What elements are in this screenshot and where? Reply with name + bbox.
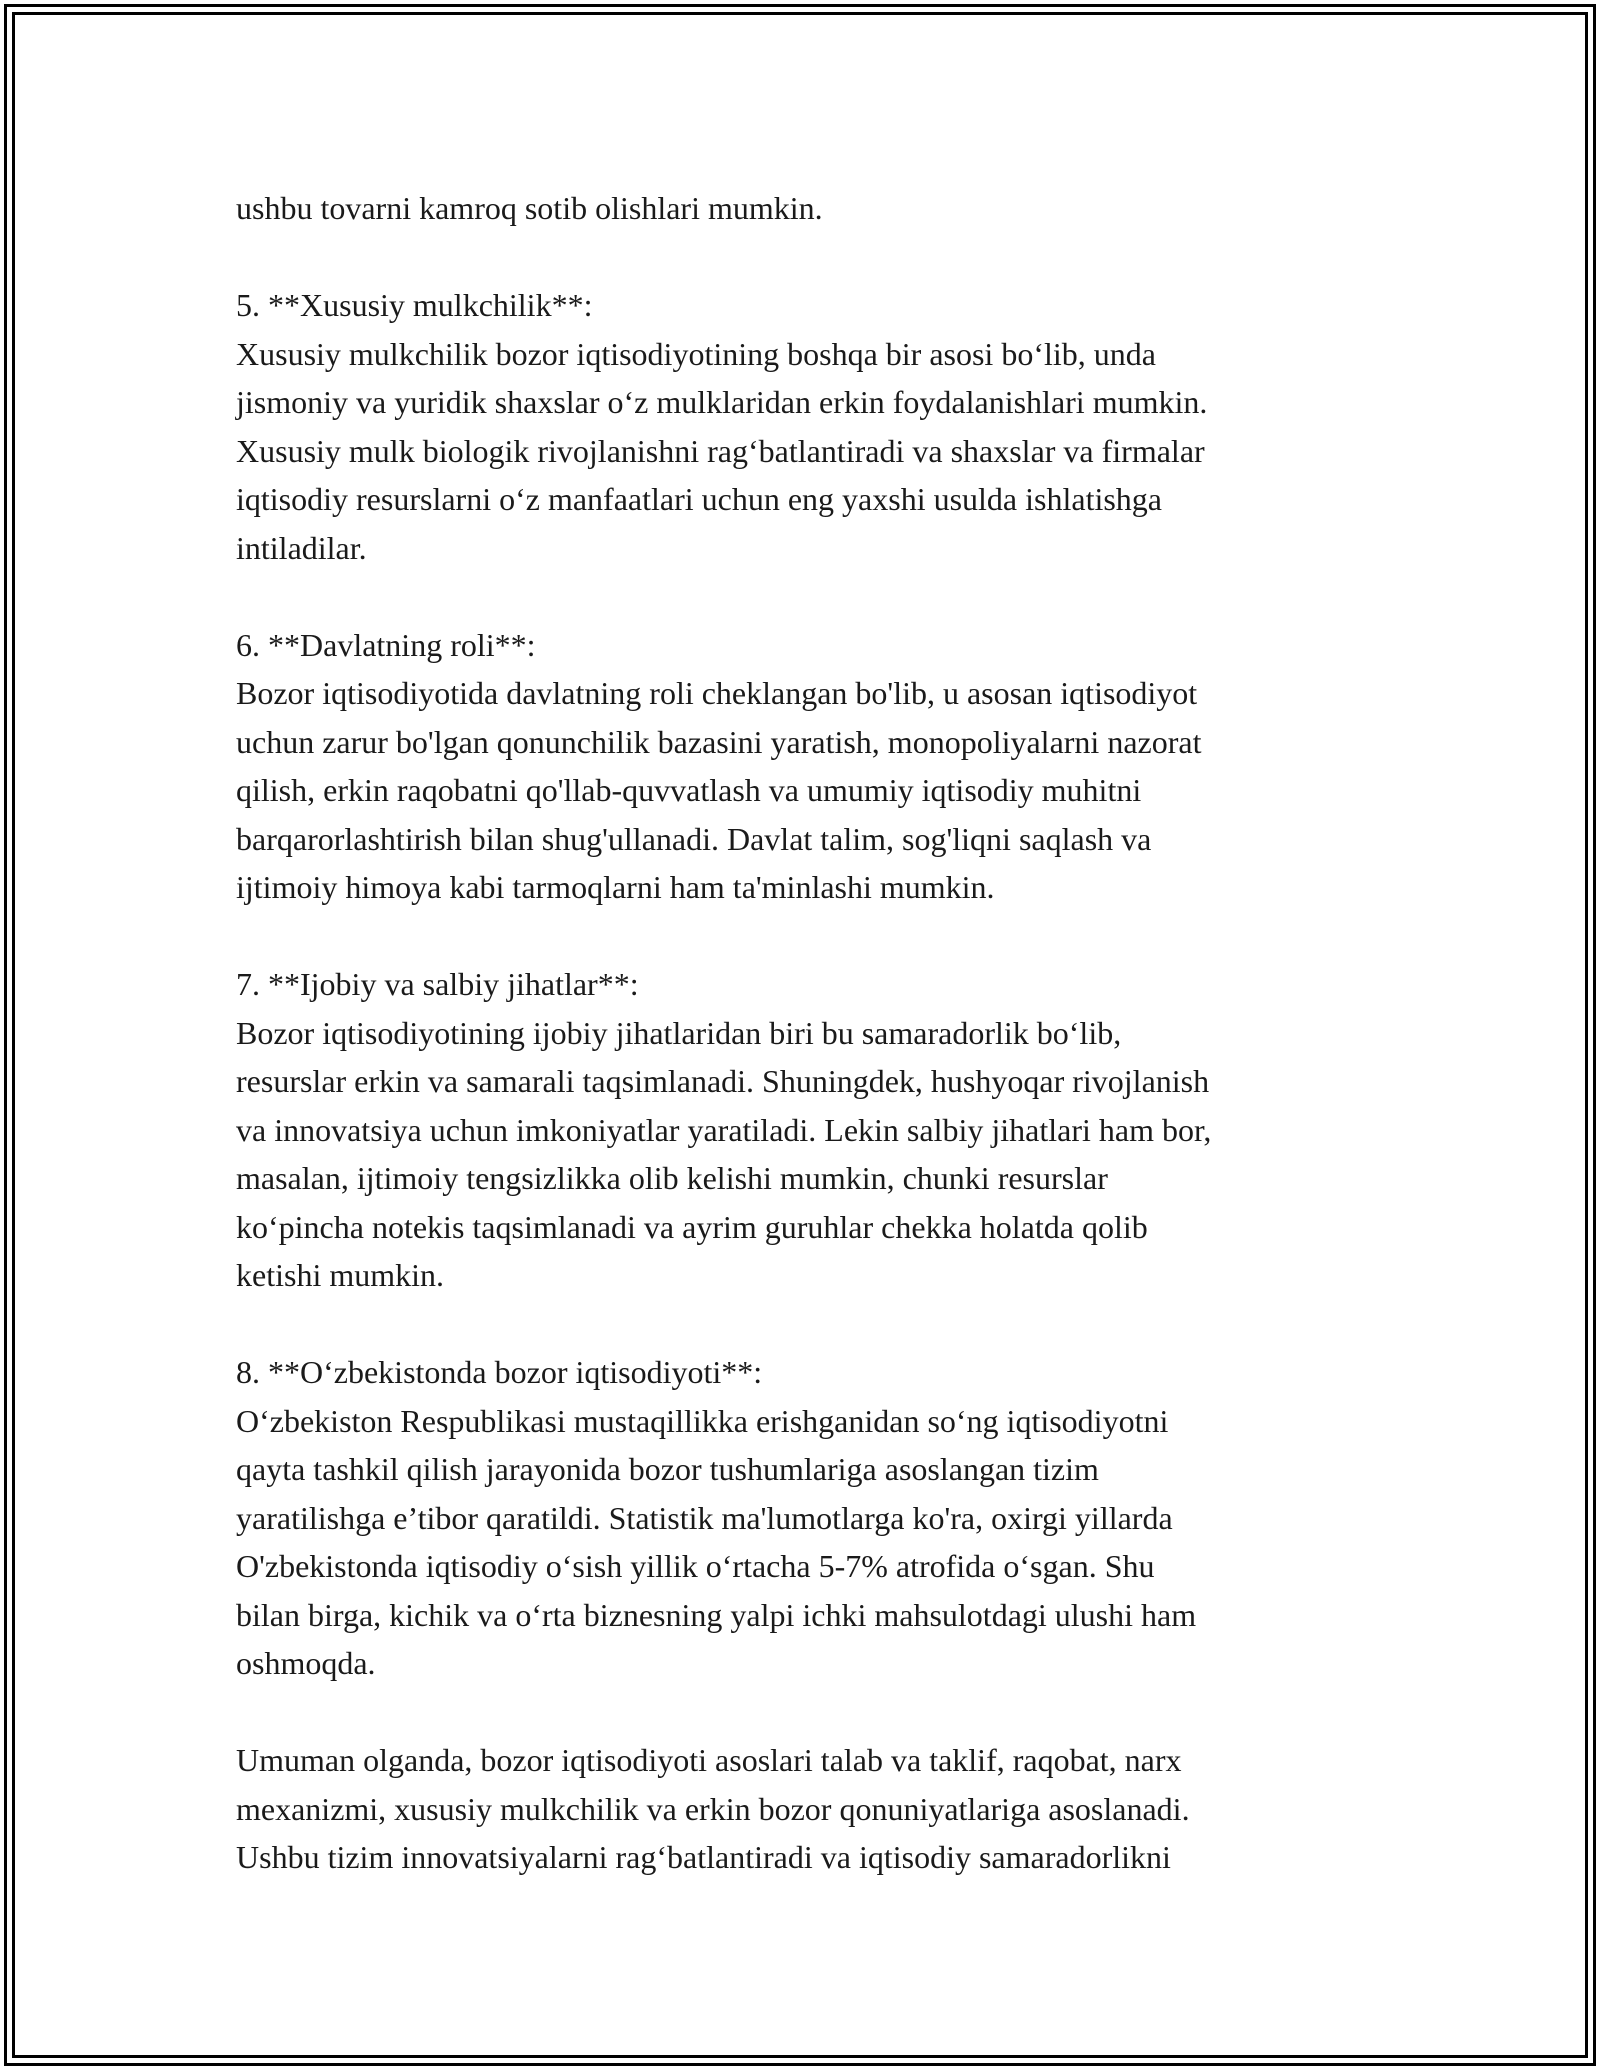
document-body (236, 184, 1366, 1882)
paragraph-conclusion: Umuman olganda, bozor iqtisodiyoti asoslari talab va taklif, raqobat, narx mexanizmi, xususiy mulkchilik va erkin bozor qonuniyatlariga asoslanadi. Ushbu tizim innovatsiyalarni rag‘batlantiradi va iqtisodiy samaradorlikni (236, 1742, 1190, 1875)
section-5-xususiy-mulkchilik: 5. **Xususiy mulkchilik**: Xususiy mulkchilik bozor iqtisodiyotining boshqa bir asosi bo‘lib, unda jismoniy va yuridik shaxslar o‘z mulklaridan erkin foydalanishlari mumkin. Xususiy mulk biologik rivojlanishni rag‘batlantiradi va shaxslar va firmalar iqtisodiy resurslarni o‘z manfaatlari uchun eng yaxshi usulda ishlatishga intiladilar. (236, 287, 1208, 566)
paragraph-continuation: ushbu tovarni kamroq sotib olishlari mumkin. (236, 190, 823, 226)
section-6-davlatning-roli: 6. **Davlatning roli**: Bozor iqtisodiyotida davlatning roli cheklangan bo'lib, u asosan iqtisodiyot uchun zarur bo'lgan qonunchilik bazasini yaratish, monopoliyalarni nazorat qilish, erkin raqobatni qo'llab-quvvatlash va umumiy iqtisodiy muhitni barqarorlashtirish bilan shug'ullanadi. Davlat talim, sog'liqni saqlash va ijtimoiy himoya kabi tarmoqlarni ham ta'minlashi mumkin. (236, 626, 1202, 905)
section-7-ijobiy-va-salbiy-jihatlar: 7. **Ijobiy va salbiy jihatlar**: Bozor iqtisodiyotining ijobiy jihatlaridan biri bu samaradorlik bo‘lib, resurslar erkin va samarali taqsimlanadi. Shuningdek, hushyoqar rivojlanish va innovatsiya uchun imkoniyatlar yaratiladi. Lekin salbiy jihatlari ham bor, masalan, ijtimoiy tengsizlikka olib kelishi mumkin, chunki resurslar ko‘pincha notekis taqsimlanadi va ayrim guruhlar chekka holatda qolib ketishi mumkin. (236, 966, 1212, 1293)
section-8-ozbekistonda-bozor-iqtisodiyoti: 8. **O‘zbekistonda bozor iqtisodiyoti**: O‘zbekiston Respublikasi mustaqillikka erishganidan so‘ng iqtisodiyotni qayta tashkil qilish jarayonida bozor tushumlariga asoslangan tizim yaratilishga e’tibor qaratildi. Statistik ma'lumotlarga ko'ra, oxirgi yillarda O'zbekistonda iqtisodiy o‘sish yillik o‘rtacha 5-7% atrofida o‘sgan. Shu bilan birga, kichik va o‘rta biznesning yalpi ichki mahsulotdagi ulushi ham oshmoqda. (236, 1354, 1197, 1681)
